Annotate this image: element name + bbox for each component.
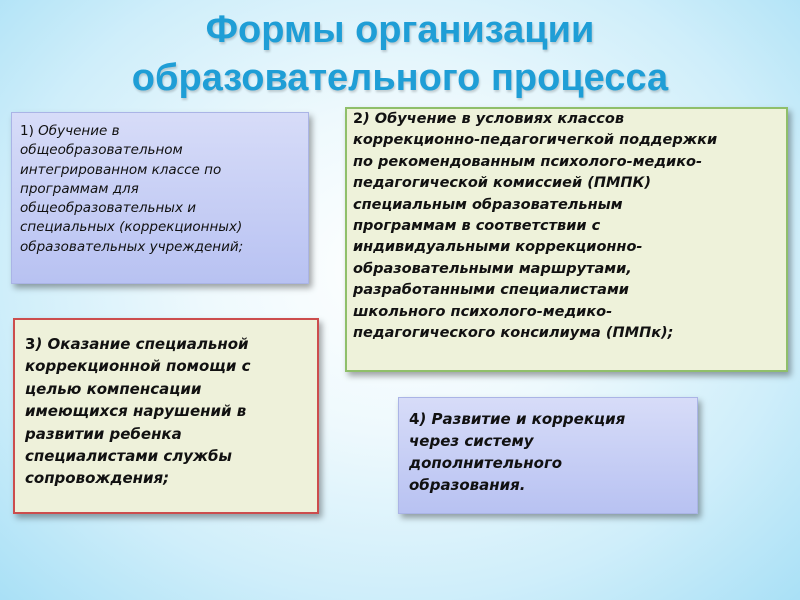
- box2-text-10: школьного психолого-медико-: [353, 303, 613, 320]
- box2-text-4: педагогической комиссией (ПМПК): [353, 175, 652, 192]
- form-box-4: [398, 397, 698, 514]
- page-title: [0, 6, 800, 102]
- box2-text-2: коррекционно-педагогичегкой поддержки: [353, 132, 718, 149]
- box2-text-6: программам в соответствии с: [353, 218, 601, 235]
- box2-text-11: педагогического консилиума (ПМПк);: [353, 325, 674, 342]
- box3-text-1: ) Оказание специальной: [35, 335, 249, 353]
- form-box-1: [11, 112, 309, 284]
- box4-text-2: через систему: [409, 432, 534, 450]
- form-box-3: [13, 318, 319, 514]
- box2-text-1: ) Обучение в условиях классов: [363, 111, 624, 127]
- box2-line-1: [353, 109, 780, 130]
- box2-text-8: образовательными маршрутами,: [353, 260, 632, 277]
- box1-text-7: образовательных учреждений;: [20, 238, 244, 255]
- box1-number: 1): [20, 123, 34, 139]
- box4-text-4: образования.: [409, 476, 526, 494]
- title-line-1: Формы организации: [205, 9, 595, 51]
- box1-line-1: [20, 122, 302, 141]
- box3-text-5: развитии ребенка: [25, 424, 182, 443]
- box1-text-6: специальных (коррекционных): [20, 219, 243, 236]
- box3-text-2: коррекционной помощи с: [25, 357, 251, 376]
- box2-text-9: разработанными специалистами: [353, 282, 629, 299]
- box1-text-2: общеобразовательном: [20, 142, 183, 159]
- box4-text-3: дополнительного: [409, 454, 563, 472]
- box2-text-3: по рекомендованным психолого-медико-: [353, 153, 703, 170]
- box3-line-1: [25, 333, 309, 355]
- box3-text-6: специалистами службы: [25, 447, 232, 466]
- box2-text-5: специальным образовательным: [353, 196, 623, 213]
- box4-number: 4: [409, 410, 420, 428]
- box4-line-1: [409, 408, 689, 430]
- box3-text-4: имеющихся нарушений в: [25, 402, 247, 421]
- box4-text-1: ) Развитие и коррекция: [419, 410, 626, 428]
- box3-number: 3: [25, 335, 36, 353]
- box1-text-1: Обучение в: [33, 123, 120, 139]
- box1-text-5: общеобразовательных и: [20, 200, 196, 217]
- box1-text-4: программам для: [20, 180, 139, 197]
- box3-text-3: целью компенсации: [25, 379, 202, 398]
- title-line-2: образовательного процесса: [131, 57, 669, 99]
- box2-number: 2: [353, 111, 364, 127]
- box3-text-7: сопровождения;: [25, 469, 170, 488]
- form-box-2: [345, 107, 788, 372]
- box2-text-7: индивидуальными коррекционно-: [353, 239, 643, 256]
- box1-text-3: интегрированном классе по: [20, 161, 222, 178]
